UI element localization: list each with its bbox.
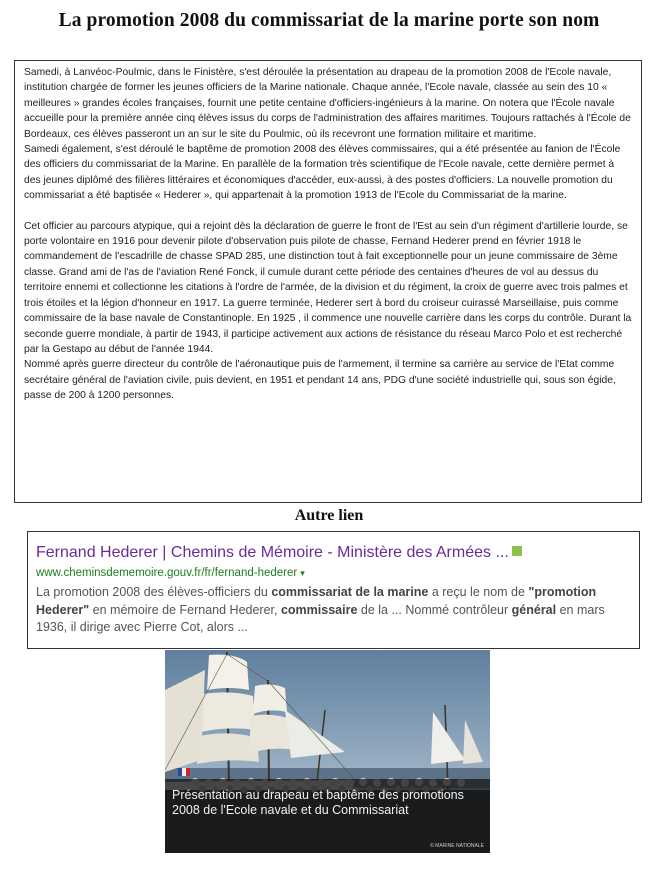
page-title: La promotion 2008 du commissariat de la marine porte son nom bbox=[58, 10, 600, 31]
search-result-card bbox=[27, 531, 640, 649]
search-result-title[interactable]: Fernand Hederer | Chemins de Mémoire - Ministère des Armées ... bbox=[36, 544, 509, 561]
snippet-run: en mémoire de Fernand Hederer, bbox=[89, 602, 281, 617]
search-result-snippet bbox=[36, 584, 631, 637]
autre-lien-heading: Autre lien bbox=[294, 507, 364, 524]
search-result-title-link[interactable] bbox=[36, 542, 631, 563]
dropdown-caret-icon[interactable]: ▾ bbox=[300, 568, 305, 578]
ceremony-photo bbox=[165, 650, 490, 853]
article-paragraph-3: Cet officier au parcours atypique, qui a rejoint dès la déclaration de guerre le front de l'Est au sein d'un régiment d'artillerie lourde, se porte volontaire en 1916 pour devenir pilote d'observation puis pilote de chasse, Fernand Hederer prend en février 1918 le commandement de l'escadrille de chasse SPAD 285, une distinction tout à fait exceptionnelle pour un jeune commissaire de 3ème classe. Grand ami de l'as de l'aviation René Fonck, il cumule durant cette période des centaines d'heures de vol au dessus du territoire ennemi et collectionne les citations à l'ordre de l'armée, de la division et du régiment, la croix de guerre avec trois palmes et trois étoiles et la légion d'honneur en 1917. La guerre terminée, Hederer sert à bord du croiseur cuirassé Marseillaise, puis comme commissaire de la base navale de Constantinople. En 1925 , il commence une nouvelle carrière dans les corps du contrôle. Durant la seconde guerre mondiale, à partir de 1943, il participe activement aux actions de résistance du réseau Marco Polo et est recherché par la Gestapo au début de l'année 1944. bbox=[24, 220, 632, 355]
article-paragraph-2: Samedi également, s'est déroulé le baptême de promotion 2008 des élèves commissaires, qui a été présentée au fanion de l'École des officiers du commissariat de la Marine. En parallèle de la formation très scientifique de l'Ecole navale, cette dernière permet à des jeunes diplômé des filières littéraires et économiques d'accéder, eux-aussi, à des postes d'officiers. La nouvelle promotion du commissariat a été baptisée « Hederer », qui appartenait à la promotion 1913 de l'Ecole du Commissariat de la marine. bbox=[24, 144, 621, 202]
search-result-url[interactable] bbox=[36, 565, 631, 582]
snippet-run: de la ... Nommé contrôleur bbox=[357, 602, 512, 617]
snippet-run: commissaire bbox=[280, 602, 358, 617]
snippet-run: La promotion 2008 des élèves-officiers du bbox=[36, 585, 272, 599]
article-paragraph-1: Samedi, à Lanvéoc-Poulmic, dans le Finistère, s'est déroulée la présentation au drapeau de la promotion 2008 de l'Ecole navale, institution chargée de former les jeunes officiers de la Marine nationale. Chaque année, l'Ecole navale, classée au sein des 10 « meilleures » grandes écoles françaises, fournit une petite centaine d'officiers-ingénieurs à la marine. On notera que l'École navale accueille pour la première année cinq élèves issus du corps de l'administration des affaires maritimes. Toujours rattachés à l'École de Bordeaux, ces élèves passeront un an sur le site du Poulmic, où ils recevront une formation militaire et maritime. bbox=[24, 67, 631, 140]
favicon-icon bbox=[512, 546, 522, 556]
snippet-run: "promotion Hederer" bbox=[36, 585, 597, 617]
search-result-url-text[interactable]: www.cheminsdememoire.gouv.fr/fr/fernand-hederer bbox=[36, 567, 298, 579]
snippet-run: en mars 1936, il dirige avec Pierre Cot, alors ... bbox=[36, 602, 605, 634]
photo-caption: Présentation au drapeau et baptême des promotions 2008 de l'Ecole navale et du Commissariat bbox=[165, 779, 490, 853]
article-paragraph-4: Nommé après guerre directeur du contrôle de l'aéronautique puis de l'armement, il termine sa carrière au service de l'Etat comme secrétaire général de l'aviation civile, puis devient, en 1951 et pendant 14 ans, PDG d'une société industrielle qui, sous son égide, passe de 200 à 1200 personnes. bbox=[24, 359, 616, 402]
snippet-run: général bbox=[511, 602, 557, 617]
snippet-run: a reçu le nom de bbox=[428, 585, 529, 599]
photo-credit: © MARINE NATIONALE bbox=[430, 843, 484, 849]
article-box bbox=[14, 60, 642, 503]
snippet-run: commissariat de la marine bbox=[271, 585, 429, 599]
